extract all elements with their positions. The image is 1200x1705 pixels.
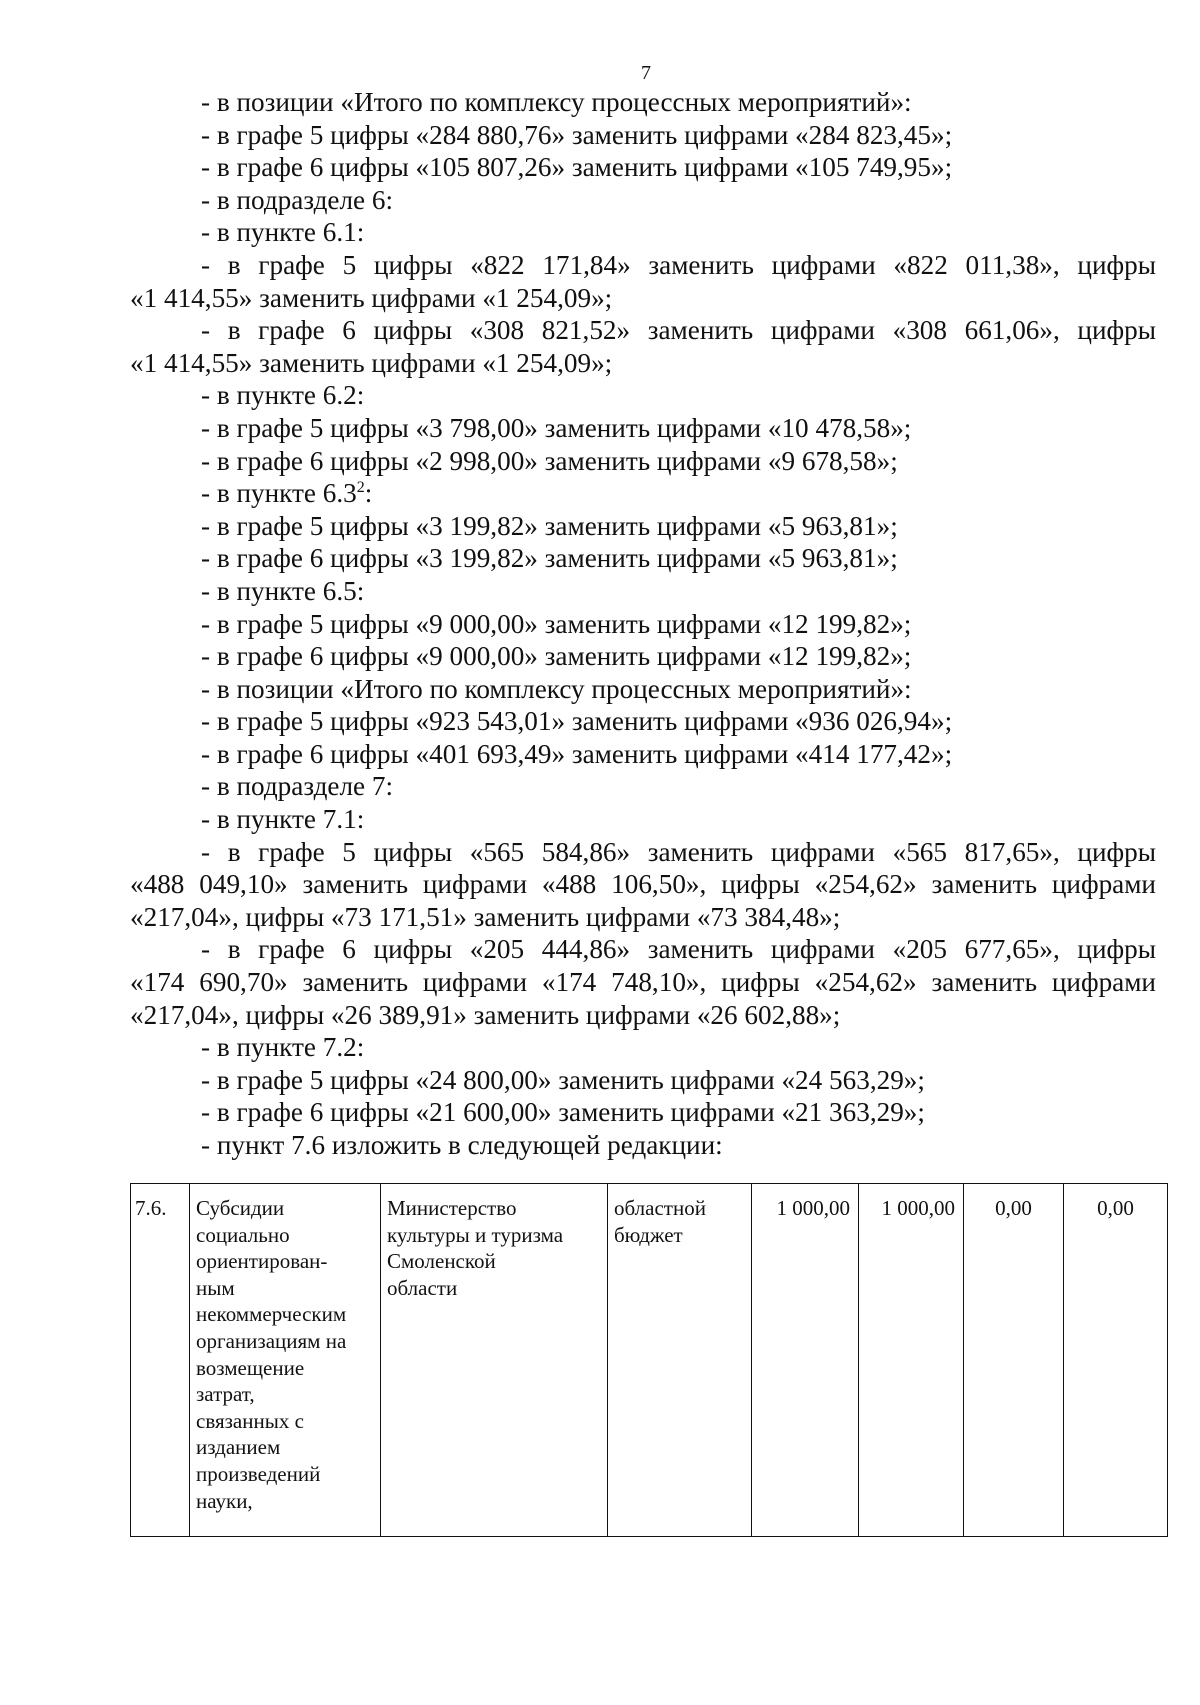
- text-line-content: - в пункте 6.3: [201, 478, 357, 509]
- text-line-content: - в графе 5 цифры «3 199,82» заменить цифрами «5 963,81»;: [201, 510, 898, 541]
- text-line-content: - в графе 5 цифры «284 880,76» заменить цифрами «284 823,45»;: [201, 119, 953, 150]
- text-line-content: - в графе 6 цифры «3 199,82» заменить цифрами «5 963,81»;: [201, 543, 898, 574]
- text-line: [130, 1096, 1156, 1129]
- text-line: [130, 314, 1156, 347]
- text-line: [130, 673, 1156, 706]
- text-line-content: - в графе 6 цифры «105 807,26» заменить цифрами «105 749,95»;: [201, 152, 953, 183]
- text-line-content: - в пункте 7.2:: [201, 1032, 365, 1063]
- text-line-content: - в графе 5 цифры «24 800,00» заменить цифрами «24 563,29»;: [201, 1064, 925, 1095]
- text-line: [130, 249, 1156, 282]
- text-line-content: - пункт 7.6 изложить в следующей редакции:: [201, 1130, 723, 1160]
- text-line: [130, 412, 1156, 445]
- text-line: [130, 966, 1156, 999]
- text-line-content: - в графе 5 цифры «822 171,84» заменить цифрами «822 011,38», цифры: [201, 249, 1156, 280]
- text-line: [130, 575, 1156, 608]
- text-line-content: - в пункте 7.1:: [201, 804, 365, 835]
- text-line-content: - в позиции «Итого по комплексу процессных мероприятий»:: [201, 673, 912, 704]
- row-total: 1 000,00: [776, 1196, 850, 1220]
- text-line-content: - в графе 6 цифры «205 444,86» заменить цифрами «205 677,65», цифры: [201, 934, 1156, 965]
- text-line: [130, 477, 1156, 510]
- text-line-content: - в графе 5 цифры «9 000,00» заменить цифрами «12 199,82»;: [201, 608, 912, 639]
- text-line: [130, 836, 1156, 869]
- text-line-content: - в графе 5 цифры «565 584,86» заменить цифрами «565 817,65», цифры: [201, 836, 1156, 867]
- row-executor-line: Смоленской: [387, 1249, 496, 1274]
- text-line: [130, 770, 1156, 803]
- row-description-line: затрат,: [196, 1382, 255, 1407]
- text-line: [130, 640, 1156, 673]
- row-description-line: возмещение: [196, 1355, 305, 1380]
- text-line-content: «174 690,70» заменить цифрами «174 748,10», цифры «254,62» заменить цифрами: [130, 967, 1156, 998]
- text-line-content: - в графе 6 цифры «308 821,52» заменить цифрами «308 661,06», цифры: [201, 315, 1156, 346]
- text-line-content: - в графе 6 цифры «401 693,49» заменить цифрами «414 177,42»;: [201, 738, 953, 769]
- row-year3-cell: [1064, 1184, 1168, 1537]
- text-line-content: - в позиции «Итого по комплексу процессных мероприятий»:: [201, 87, 912, 117]
- row-description-line: организациям на: [196, 1328, 347, 1353]
- row-year1: 1 000,00: [881, 1196, 955, 1220]
- text-line-content: - в пункте 6.2:: [201, 380, 365, 411]
- row-description-line: некоммерческим: [196, 1302, 347, 1327]
- text-line: [130, 1031, 1156, 1064]
- row-index: 7.6.: [135, 1196, 167, 1220]
- text-line: [130, 1064, 1156, 1097]
- text-line-content: - в подразделе 7:: [201, 771, 394, 802]
- text-line: [130, 119, 1156, 152]
- row-description-line: связанных с: [196, 1408, 304, 1433]
- row-description-line: ным: [196, 1275, 235, 1300]
- text-line: [130, 901, 1156, 934]
- row-description-line: социально: [196, 1222, 290, 1247]
- text-line: [130, 933, 1156, 966]
- text-line-content: - в пункте 6.5:: [201, 575, 365, 606]
- row-description-line: Субсидии: [196, 1196, 285, 1220]
- row-executor-line: области: [387, 1275, 458, 1300]
- text-line: [130, 510, 1156, 543]
- row-executor-cell: [381, 1184, 608, 1537]
- text-line-content: - в графе 6 цифры «2 998,00» заменить цифрами «9 678,58»;: [201, 445, 898, 476]
- text-line-content: «217,04», цифры «73 171,51» заменить цифрами «73 384,48»;: [130, 901, 841, 932]
- text-line: [130, 608, 1156, 641]
- row-year2-cell: [964, 1184, 1064, 1537]
- text-line: [130, 282, 1156, 315]
- row-executor-line: культуры и туризма: [387, 1222, 564, 1247]
- text-line: [130, 379, 1156, 412]
- text-line: [130, 216, 1156, 249]
- text-line-content: - в графе 6 цифры «21 600,00» заменить цифрами «21 363,29»;: [201, 1097, 925, 1128]
- row-source-cell: [608, 1184, 752, 1537]
- page-number: 7: [641, 62, 651, 84]
- row-index-cell: [131, 1184, 190, 1537]
- text-line-content: «488 049,10» заменить цифрами «488 106,50», цифры «254,62» заменить цифрами: [130, 869, 1156, 900]
- text-line: [130, 542, 1156, 575]
- superscript: 2: [356, 479, 365, 497]
- text-line: [130, 868, 1156, 901]
- text-line: [130, 151, 1156, 184]
- text-line-content: - в подразделе 6:: [201, 184, 394, 215]
- text-line-content: - в графе 6 цифры «9 000,00» заменить цифрами «12 199,82»;: [201, 641, 912, 672]
- text-line-content: «1 414,55» заменить цифрами «1 254,09»;: [130, 282, 613, 313]
- row-year1-cell: [859, 1184, 964, 1537]
- row-description-line: ориентирован-: [196, 1249, 328, 1274]
- text-line-suffix: :: [364, 478, 373, 509]
- text-line: [130, 999, 1156, 1032]
- row-description-line: изданием: [196, 1435, 281, 1460]
- row-source-line: областной: [614, 1196, 706, 1220]
- text-line: [130, 738, 1156, 771]
- row-executor-line: Министерство: [387, 1196, 517, 1220]
- row-year3: 0,00: [1097, 1196, 1134, 1220]
- text-line: [130, 445, 1156, 478]
- text-line: [130, 803, 1156, 836]
- text-line: [130, 86, 1156, 119]
- text-line-content: «1 414,55» заменить цифрами «1 254,09»;: [130, 347, 613, 378]
- text-line: [130, 184, 1156, 217]
- row-total-cell: [752, 1184, 859, 1537]
- text-line: [130, 1129, 1156, 1162]
- text-line-content: «217,04», цифры «26 389,91» заменить цифрами «26 602,88»;: [130, 999, 841, 1030]
- text-line-content: - в графе 5 цифры «923 543,01» заменить цифрами «936 026,94»;: [201, 706, 953, 737]
- amendment-table: [130, 1183, 1168, 1537]
- row-description-line: науки,: [196, 1488, 253, 1513]
- row-description-line: произведений: [196, 1461, 321, 1486]
- document-body: [130, 86, 1156, 1162]
- row-description-cell: [190, 1184, 381, 1537]
- row-year2: 0,00: [995, 1196, 1032, 1220]
- text-line: [130, 347, 1156, 380]
- text-line-content: - в пункте 6.1:: [201, 217, 365, 248]
- text-line: [130, 705, 1156, 738]
- text-line-content: - в графе 5 цифры «3 798,00» заменить цифрами «10 478,58»;: [201, 412, 912, 443]
- table-row: [131, 1184, 1168, 1537]
- row-source-line: бюджет: [614, 1222, 683, 1247]
